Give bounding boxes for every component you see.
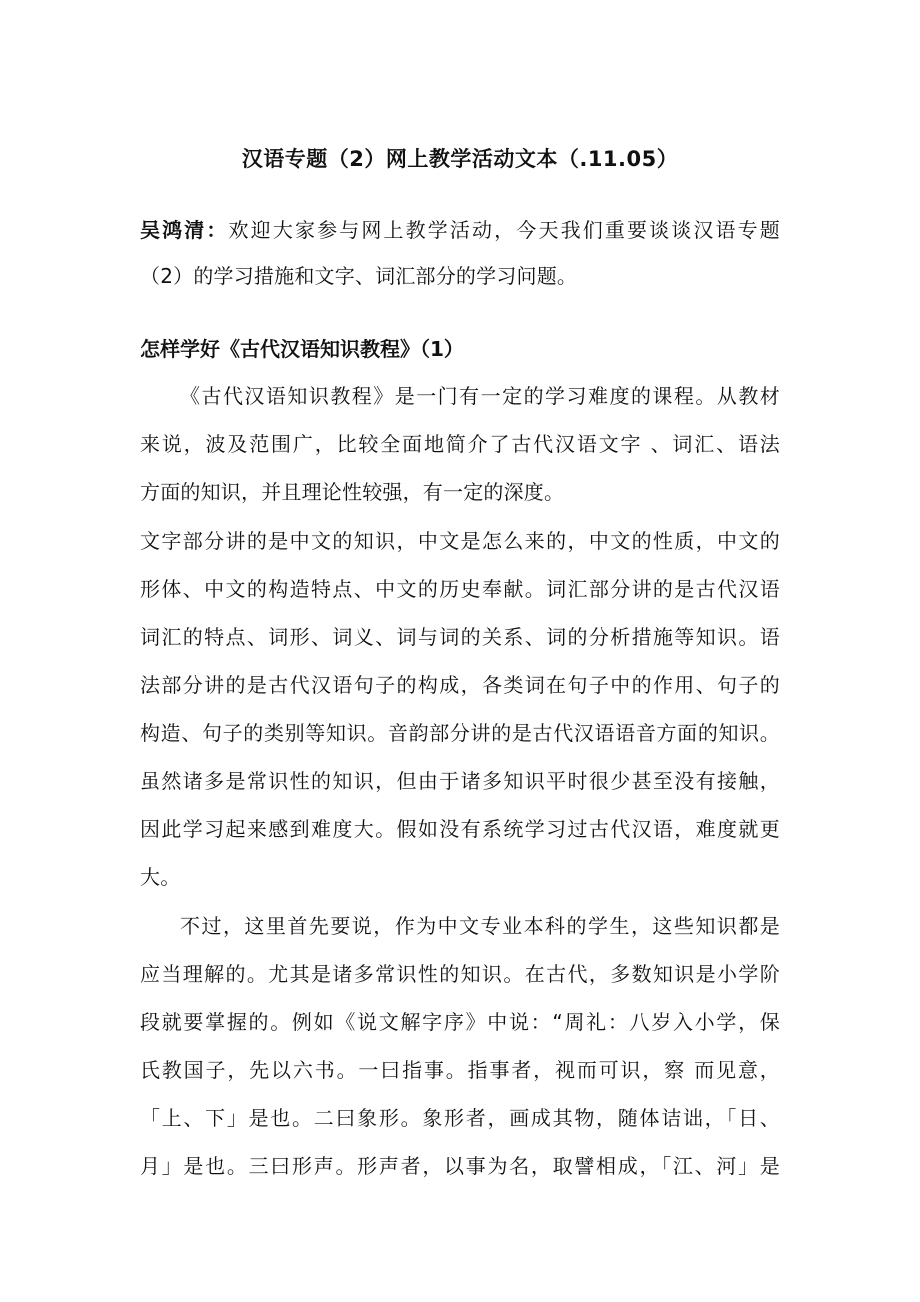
intro-line-2: （2）的学习措施和文字、词汇部分的学习问题。: [140, 264, 578, 288]
paragraph-line: 月」是也。三曰形声。形声者，以事为名，取譬相成，「江、河」是: [140, 1154, 780, 1178]
paragraph-line: 不过，这里首先要说，作为中文专业本科的学生，这些知识都是: [180, 914, 780, 938]
intro-text: 欢迎大家参与网上教学活动，今天我们重要谈谈汉语专题: [228, 218, 780, 242]
paragraph-line: 因此学习起来感到难度大。假如没有系统学习过古代汉语，难度就更: [140, 817, 780, 841]
paragraph-line: 大。: [140, 865, 181, 889]
paragraph-line: 氏教国子，先以六书。一曰指事。指事者，视而可识，察 而见意，: [140, 1058, 780, 1082]
paragraph-line: 段就要掌握的。例如《说文解字序》中说：“周礼：八岁入小学，保: [140, 1010, 780, 1034]
paragraph-line: 形体、中文的构造特点、中文的历史奉献。词汇部分讲的是古代汉语: [140, 577, 780, 601]
paragraph-line: 应当理解的。尤其是诸多常识性的知识。在古代，多数知识是小学阶: [140, 962, 780, 986]
paragraph-line: 词汇的特点、词形、词义、词与词的关系、词的分析措施等知识。语: [140, 625, 780, 649]
paragraph-line: 《古代汉语知识教程》是一门有一定的学习难度的课程。从教材: [180, 384, 780, 408]
intro-line-1: [140, 214, 780, 246]
document-title: 汉语专题（2）网上教学活动文本（.11.05）: [241, 147, 679, 171]
section-heading: 怎样学好《古代汉语知识教程》（1）: [140, 337, 464, 361]
speaker-name: 吴鸿清：: [140, 218, 229, 242]
paragraph-line: 来说，波及范围广，比较全面地简介了古代汉语文字 、词汇、语法: [140, 432, 780, 456]
paragraph-line: 虽然诸多是常识性的知识，但由于诸多知识平时很少甚至没有接触，: [140, 769, 780, 793]
paragraph-line: 方面的知识，并且理论性较强，有一定的深度。: [140, 480, 565, 504]
paragraph-line: 文字部分讲的是中文的知识，中文是怎么来的，中文的性质，中文的: [140, 529, 780, 553]
paragraph-line: 「上、下」是也。二曰象形。象形者，画成其物，随体诘诎，「日、: [140, 1106, 780, 1130]
paragraph-line: 法部分讲的是古代汉语句子的构成，各类词在句子中的作用、句子的: [140, 673, 780, 697]
paragraph-line: 构造、句子的类别等知识。音韵部分讲的是古代汉语语音方面的知识。: [140, 721, 780, 745]
